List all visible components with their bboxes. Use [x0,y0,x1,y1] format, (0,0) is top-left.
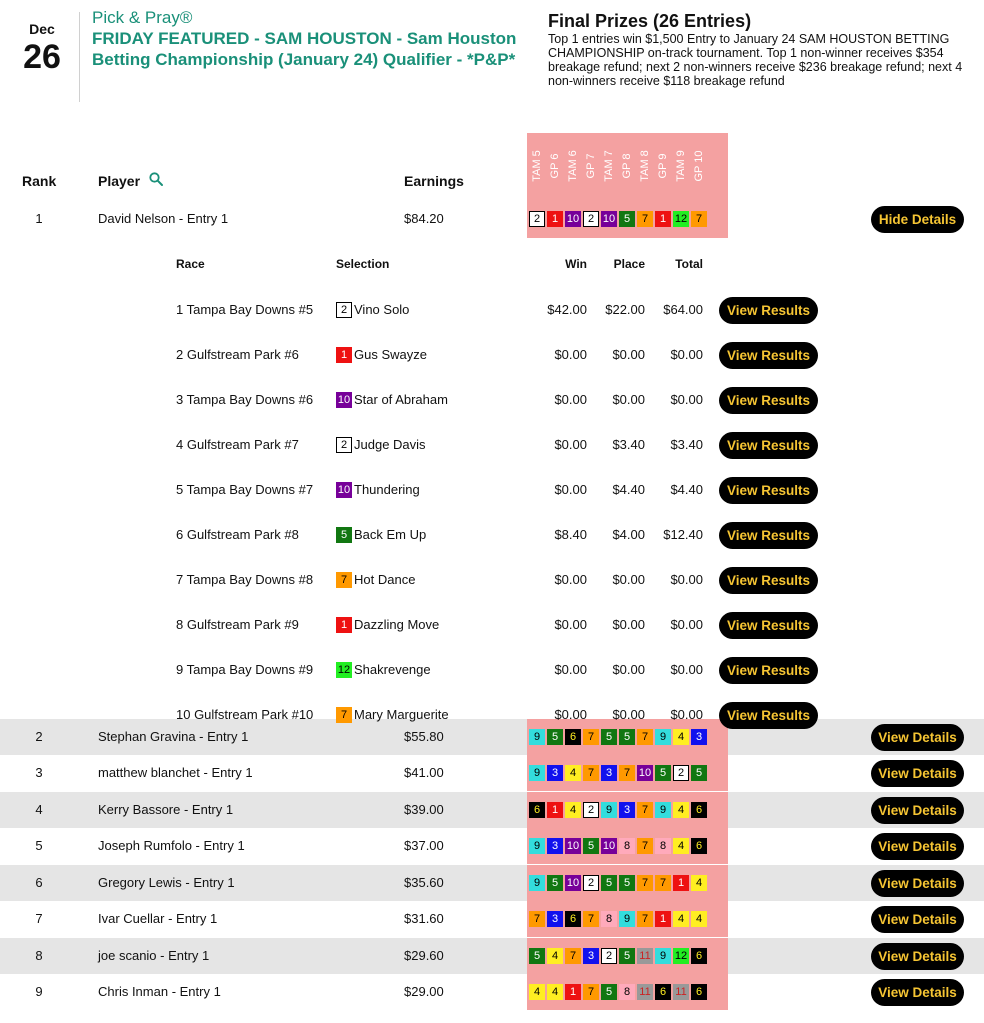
entry-earnings: $41.00 [404,765,444,780]
race-header-label: TAM 6 [567,150,579,182]
program-number-chip: 2 [336,437,352,453]
race-header [672,137,690,195]
race-header [636,137,654,195]
program-number-chip: 5 [619,875,635,891]
details-place: $0.00 [612,707,645,722]
details-total: $3.40 [670,437,703,452]
program-number-chip: 9 [529,729,545,745]
entry-picks [529,948,707,964]
program-number-chip: 1 [547,802,563,818]
program-number-chip: 1 [336,347,352,363]
event-month: Dec [29,21,55,37]
entry-earnings: $31.60 [404,911,444,926]
race-header-label: GP 10 [693,150,705,182]
program-number-chip: 7 [691,211,707,227]
rank-column-header: Rank [22,173,57,189]
search-icon[interactable] [148,171,164,187]
entry-picks [529,875,707,891]
program-number-chip: 4 [673,802,689,818]
entry-earnings: $29.00 [404,984,444,999]
race-header-label: TAM 8 [639,150,651,182]
details-place: $0.00 [612,617,645,632]
entry-earnings: $55.80 [404,729,444,744]
entry-earnings: $37.00 [404,838,444,853]
player-column-header[interactable]: Player [98,173,141,189]
program-number-chip: 3 [619,802,635,818]
program-number-chip: 9 [529,875,545,891]
race-header-label: TAM 7 [603,150,615,182]
program-number-chip: 9 [619,911,635,927]
details-place: $0.00 [612,392,645,407]
details-horse-name: Shakrevenge [354,662,431,677]
details-selection [336,527,426,543]
entry-earnings: $39.00 [404,802,444,817]
entry-picks [529,802,707,818]
entry-player-name: Chris Inman - Entry 1 [98,984,221,999]
view-results-button[interactable]: View Results [719,657,818,684]
program-number-chip: 7 [565,948,581,964]
details-horse-name: Back Em Up [354,527,427,542]
view-details-button[interactable]: View Details [871,797,964,824]
program-number-chip: 7 [637,211,653,227]
program-number-chip: 7 [336,572,352,588]
entry-player-name: Stephan Gravina - Entry 1 [98,729,249,744]
program-number-chip: 2 [673,765,689,781]
entry-player-name: Kerry Bassore - Entry 1 [98,802,234,817]
details-total: $0.00 [670,662,703,677]
entry-earnings: $84.20 [404,211,444,226]
entry-earnings: $29.60 [404,948,444,963]
entry-rank: 2 [35,729,43,744]
program-number-chip: 9 [529,765,545,781]
details-total: $4.40 [670,482,703,497]
details-selection [336,707,449,723]
details-horse-name: Gus Swayze [354,347,427,362]
program-number-chip: 4 [547,948,563,964]
details-horse-name: Vino Solo [354,302,410,317]
entry-player-name: Joseph Rumfolo - Entry 1 [98,838,245,853]
program-number-chip: 4 [691,875,707,891]
details-selection [336,482,420,498]
details-total: $0.00 [670,392,703,407]
view-results-button[interactable]: View Results [719,432,818,459]
entry-earnings: $35.60 [404,875,444,890]
program-number-chip: 3 [691,729,707,745]
details-place: $22.00 [605,302,645,317]
details-place: $4.00 [612,527,645,542]
details-selection [336,617,439,633]
view-details-button[interactable]: View Details [871,833,964,860]
details-place: $0.00 [612,347,645,362]
program-number-chip: 7 [655,875,671,891]
program-number-chip: 5 [601,984,617,1000]
program-number-chip: 4 [565,765,581,781]
program-number-chip: 11 [637,948,653,964]
program-number-chip: 5 [336,527,352,543]
program-number-chip: 4 [691,911,707,927]
details-win: $0.00 [554,392,587,407]
details-total: $0.00 [670,572,703,587]
race-header-label: GP 8 [621,153,633,179]
program-number-chip: 2 [601,948,617,964]
program-number-chip: 2 [583,875,599,891]
program-number-chip: 10 [602,840,616,852]
program-number-chip: 8 [619,838,635,854]
program-number-chip: 11 [673,984,689,1000]
details-place: $0.00 [612,662,645,677]
program-number-chip: 7 [583,765,599,781]
program-number-chip: 5 [619,948,635,964]
entry-player-name: Ivar Cuellar - Entry 1 [98,911,218,926]
details-horse-name: Dazzling Move [354,617,440,632]
program-number-chip: 4 [673,911,689,927]
program-number-chip: 6 [691,838,707,854]
view-results-button[interactable]: View Results [719,522,818,549]
tournament-brand: Pick & Pray® [92,8,193,27]
entry-picks [529,765,707,781]
details-win: $0.00 [554,347,587,362]
program-number-chip: 6 [691,802,707,818]
details-place: $3.40 [612,437,645,452]
details-place: $4.40 [612,482,645,497]
details-selection [336,572,415,588]
details-win: $0.00 [554,572,587,587]
entry-picks [529,729,707,745]
program-number-chip: 2 [529,211,545,227]
program-number-chip: 5 [601,729,617,745]
program-number-chip: 9 [655,729,671,745]
view-results-button[interactable]: View Results [719,297,818,324]
earnings-column-header: Earnings [404,173,464,189]
program-number-chip: 3 [547,911,563,927]
program-number-chip: 10 [566,840,580,852]
program-number-chip: 5 [691,765,707,781]
program-number-chip: 10 [566,877,580,889]
program-number-chip: 6 [529,802,545,818]
program-number-chip: 8 [601,911,617,927]
hide-details-button[interactable]: Hide Details [871,206,964,233]
details-race-name: 1 Tampa Bay Downs #5 [176,302,314,317]
program-number-chip: 6 [691,948,707,964]
tournament-event-name: FRIDAY FEATURED - SAM HOUSTON - Sam Houston Betting Championship (January 24) Qualifier - *P&P* [92,29,517,69]
program-number-chip: 6 [655,984,671,1000]
view-details-button[interactable]: View Details [871,979,964,1006]
tournament-title [92,8,522,70]
entry-picks [529,911,707,927]
details-total: $12.40 [663,527,703,542]
details-selection [336,302,409,318]
program-number-chip: 5 [583,838,599,854]
program-number-chip: 8 [655,838,671,854]
entry-player-name: matthew blanchet - Entry 1 [98,765,253,780]
prizes-title: Final Prizes (26 Entries) [548,11,752,31]
entry-picks [529,984,707,1000]
race-header-label: GP 7 [585,153,597,179]
prizes-description: Top 1 entries win $1,500 Entry to January 24 SAM HOUSTON BETTING CHAMPIONSHIP on-track tournament. Top 1 non-winner receives $354 breakage refund; next 2 non-winners receive $236 breakage refund; next 4 non-winners receive $118 breakage refund [548,32,963,88]
program-number-chip: 2 [336,302,352,318]
program-number-chip: 4 [673,729,689,745]
race-header [618,137,636,195]
details-race-name: 2 Gulfstream Park #6 [176,347,299,362]
details-win: $42.00 [547,302,587,317]
program-number-chip: 1 [565,984,581,1000]
race-header [690,137,708,195]
program-number-chip: 6 [565,911,581,927]
program-number-chip: 7 [637,875,653,891]
program-number-chip: 7 [637,838,653,854]
race-header-label: TAM 5 [531,150,543,182]
program-number-chip: 2 [583,211,599,227]
program-number-chip: 3 [583,948,599,964]
program-number-chip: 7 [583,729,599,745]
entry-rank: 7 [35,911,43,926]
program-number-chip: 10 [566,213,580,225]
details-win: $0.00 [554,482,587,497]
view-results-button[interactable]: View Results [719,567,818,594]
view-results-button[interactable]: View Results [719,387,818,414]
program-number-chip: 7 [637,802,653,818]
program-number-chip: 12 [674,950,688,962]
details-race-name: 8 Gulfstream Park #9 [176,617,299,632]
details-race-name: 6 Gulfstream Park #8 [176,527,299,542]
program-number-chip: 10 [602,213,616,225]
program-number-chip: 10 [337,484,351,496]
view-details-button[interactable]: View Details [871,724,964,751]
race-header [528,137,546,195]
details-win: $8.40 [554,527,587,542]
details-race-name: 5 Tampa Bay Downs #7 [176,482,314,497]
race-header-label: GP 9 [657,153,669,179]
program-number-chip: 3 [601,765,617,781]
details-race-name: 4 Gulfstream Park #7 [176,437,299,452]
view-results-button[interactable]: View Results [719,342,818,369]
details-win: $0.00 [554,437,587,452]
program-number-chip: 6 [691,984,707,1000]
program-number-chip: 12 [674,213,688,225]
race-header [546,137,564,195]
program-number-chip: 3 [547,765,563,781]
program-number-chip: 7 [637,729,653,745]
race-header [564,137,582,195]
details-horse-name: Thundering [354,482,420,497]
program-number-chip: 5 [547,875,563,891]
program-number-chip: 5 [547,729,563,745]
program-number-chip: 7 [529,911,545,927]
race-header [582,137,600,195]
details-win: $0.00 [554,662,587,677]
program-number-chip: 5 [601,875,617,891]
program-number-chip: 7 [583,984,599,1000]
details-win: $0.00 [554,617,587,632]
details-selection-header: Selection [336,257,390,271]
view-results-button[interactable]: View Results [719,477,818,504]
details-total-header: Total [675,257,703,271]
program-number-chip: 11 [637,984,653,1000]
view-details-button[interactable]: View Details [871,760,964,787]
details-horse-name: Star of Abraham [354,392,448,407]
program-number-chip: 10 [337,394,351,406]
details-horse-name: Hot Dance [354,572,416,587]
entry-rank: 1 [35,211,43,226]
program-number-chip: 12 [337,664,351,676]
details-win-header: Win [565,257,587,271]
program-number-chip: 1 [655,211,671,227]
program-number-chip: 5 [529,948,545,964]
view-details-button[interactable]: View Details [871,943,964,970]
details-place-header: Place [613,257,645,271]
program-number-chip: 7 [583,911,599,927]
program-number-chip: 4 [529,984,545,1000]
program-number-chip: 5 [619,211,635,227]
entry-player-name: joe scanio - Entry 1 [98,948,210,963]
race-header [654,137,672,195]
event-date [14,20,70,75]
program-number-chip: 6 [565,729,581,745]
details-total: $0.00 [670,707,703,722]
entry-rank: 3 [35,765,43,780]
entry-player-name: Gregory Lewis - Entry 1 [98,875,235,890]
details-horse-name: Mary Marguerite [354,707,449,722]
race-header-label: TAM 9 [675,150,687,182]
details-race-name: 7 Tampa Bay Downs #8 [176,572,314,587]
race-header [600,137,618,195]
details-horse-name: Judge Davis [354,437,426,452]
program-number-chip: 7 [637,911,653,927]
entry-picks [529,211,707,227]
event-day: 26 [23,38,61,76]
details-total: $0.00 [670,617,703,632]
program-number-chip: 4 [673,838,689,854]
view-details-button[interactable]: View Details [871,906,964,933]
race-header-label: GP 6 [549,153,561,179]
program-number-chip: 5 [619,729,635,745]
details-total: $0.00 [670,347,703,362]
details-selection [336,662,431,678]
program-number-chip: 9 [601,802,617,818]
entry-rank: 4 [35,802,43,817]
program-number-chip: 8 [619,984,635,1000]
program-number-chip: 5 [655,765,671,781]
header-divider [79,12,80,102]
program-number-chip: 1 [547,211,563,227]
program-number-chip: 1 [336,617,352,633]
details-race-header: Race [176,257,205,271]
program-number-chip: 1 [673,875,689,891]
program-number-chip: 9 [529,838,545,854]
details-total: $64.00 [663,302,703,317]
program-number-chip: 4 [547,984,563,1000]
details-place: $0.00 [612,572,645,587]
program-number-chip: 1 [655,911,671,927]
program-number-chip: 2 [583,802,599,818]
details-win: $0.00 [554,707,587,722]
entry-rank: 6 [35,875,43,890]
entry-player-name: David Nelson - Entry 1 [98,211,229,226]
details-race-name: 9 Tampa Bay Downs #9 [176,662,314,677]
view-results-button[interactable]: View Results [719,612,818,639]
program-number-chip: 7 [619,765,635,781]
program-number-chip: 4 [565,802,581,818]
program-number-chip: 3 [547,838,563,854]
details-race-name: 3 Tampa Bay Downs #6 [176,392,314,407]
entry-rank: 8 [35,948,43,963]
details-race-name: 10 Gulfstream Park #10 [176,707,314,722]
final-prizes [548,11,978,88]
details-selection [336,437,426,453]
view-details-button[interactable]: View Details [871,870,964,897]
program-number-chip: 7 [336,707,352,723]
view-results-button[interactable]: View Results [719,702,818,729]
details-selection [336,347,427,363]
details-selection [336,392,448,408]
entry-rank: 9 [35,984,43,999]
entry-picks [529,838,707,854]
entry-rank: 5 [35,838,43,853]
program-number-chip: 9 [655,802,671,818]
program-number-chip: 10 [638,767,652,779]
program-number-chip: 9 [655,948,671,964]
